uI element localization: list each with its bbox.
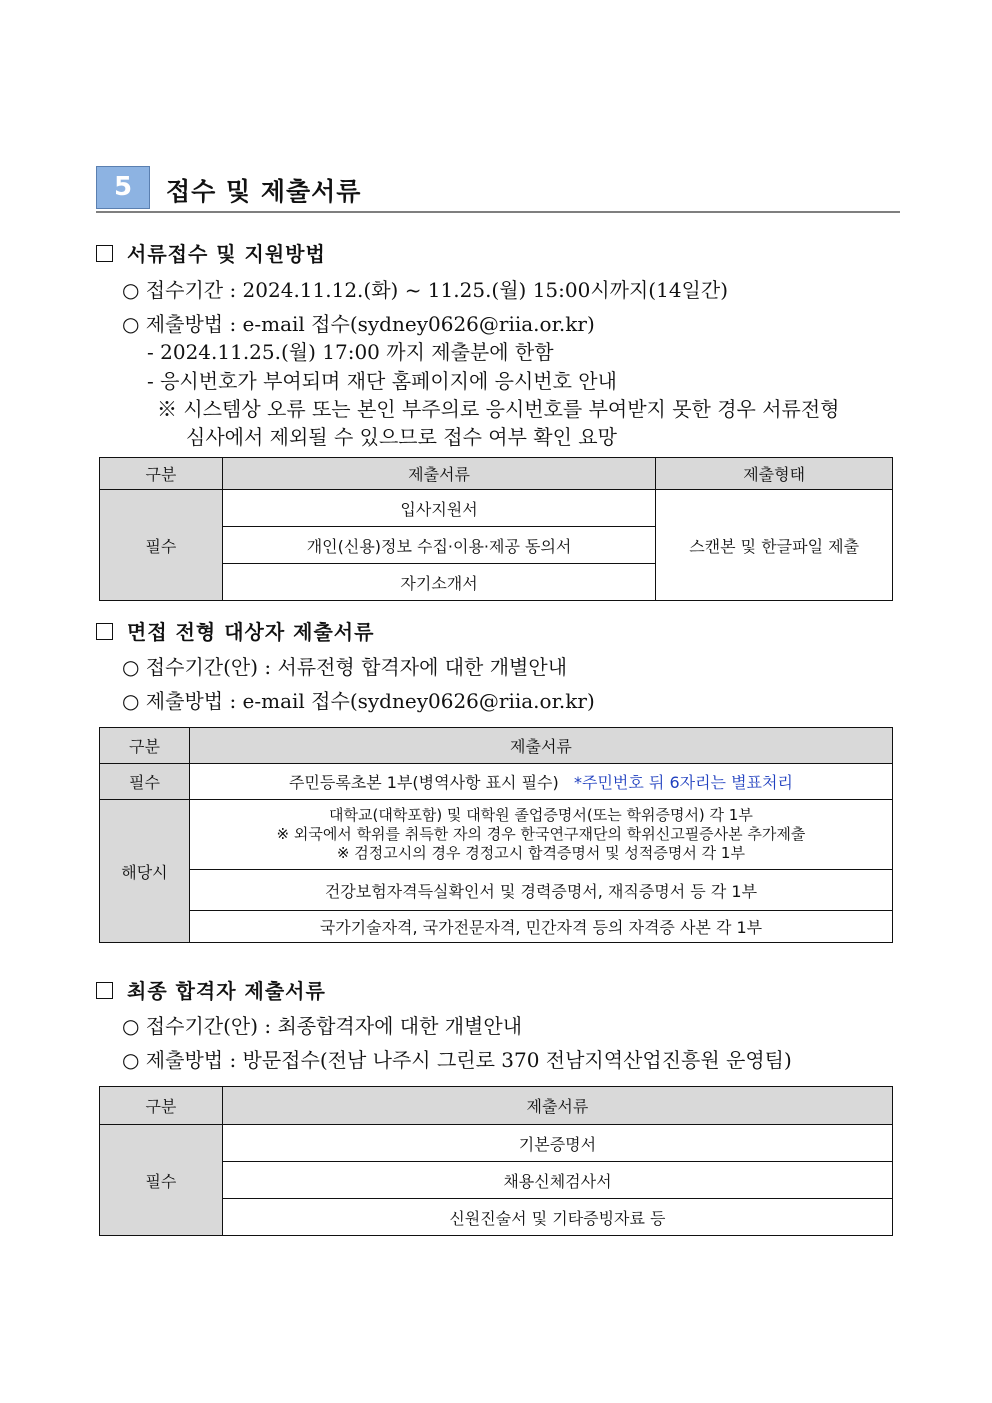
s1-doc: 자기소개서 <box>222 564 655 601</box>
s3-table <box>99 1086 893 1236</box>
s3-th-category: 구분 <box>100 1087 223 1125</box>
checkbox-square-icon <box>96 982 113 999</box>
s2-th-docs: 제출서류 <box>189 728 892 764</box>
s3-doc: 신원진술서 및 기타증빙자료 등 <box>222 1199 892 1236</box>
s2-cond-degree-line1: 대학교(대학포함) 및 대학원 졸업증명서(또는 학위증명서) 각 1부 <box>329 806 753 824</box>
s1-period: ○ 접수기간 : 2024.11.12.(화) ~ 11.25.(월) 15:00시까지(14일간) <box>122 278 728 302</box>
s1-method: ○ 제출방법 : e-mail 접수(sydney0626@riia.or.kr) <box>122 312 595 336</box>
s1-category-required: 필수 <box>100 490 223 601</box>
checkbox-square-icon <box>96 245 113 262</box>
s2-cond-license: 국가기술자격, 국가전문자격, 민간자격 등의 자격증 사본 각 1부 <box>189 911 892 943</box>
s3-period: ○ 접수기간(안) : 최종합격자에 대한 개별안내 <box>122 1014 523 1038</box>
s1-th-docs: 제출서류 <box>222 458 655 490</box>
s3-category-required: 필수 <box>100 1125 223 1236</box>
s2-category-conditional: 해당시 <box>100 800 190 943</box>
s2-heading <box>96 616 374 645</box>
s2-table <box>99 727 893 943</box>
s2-method: ○ 제출방법 : e-mail 접수(sydney0626@riia.or.kr) <box>122 689 595 713</box>
s2-category-required: 필수 <box>100 764 190 800</box>
s2-required-doc-text: 주민등록초본 1부(병역사항 표시 필수) <box>288 773 559 792</box>
s1-form: 스캔본 및 한글파일 제출 <box>656 490 893 601</box>
s1-note1: ※ 시스템상 오류 또는 본인 부주의로 응시번호를 부여받지 못한 경우 서류전형 <box>157 397 840 421</box>
s3-heading <box>96 975 326 1004</box>
s1-dash1: - 2024.11.25.(월) 17:00 까지 제출분에 한함 <box>147 340 554 364</box>
s2-cond-degree-line2: ※ 외국에서 학위를 취득한 자의 경우 한국연구재단의 학위신고필증사본 추가제출 <box>276 825 806 843</box>
s2-cond-degree <box>189 800 892 870</box>
s1-doc: 입사지원서 <box>222 490 655 527</box>
s3-heading-text: 최종 합격자 제출서류 <box>127 979 326 1003</box>
s2-required-doc <box>189 764 892 800</box>
s1-th-category: 구분 <box>100 458 223 490</box>
section-number: 5 <box>96 166 150 209</box>
s2-cond-degree-line3: ※ 검정고시의 경우 경정고시 합격증명서 및 성적증명서 각 1부 <box>336 844 745 862</box>
s3-doc: 기본증명서 <box>222 1125 892 1162</box>
s2-th-category: 구분 <box>100 728 190 764</box>
s1-table <box>99 457 893 601</box>
s1-note2: 심사에서 제외될 수 있으므로 접수 여부 확인 요망 <box>186 425 617 449</box>
s1-dash2: - 응시번호가 부여되며 재단 홈페이지에 응시번호 안내 <box>147 369 617 393</box>
s1-th-form: 제출형태 <box>656 458 893 490</box>
checkbox-square-icon <box>96 623 113 640</box>
section-header <box>96 166 900 213</box>
s2-heading-text: 면접 전형 대상자 제출서류 <box>127 620 375 644</box>
s3-doc: 채용신체검사서 <box>222 1162 892 1199</box>
section-title: 접수 및 제출서류 <box>166 177 362 206</box>
s1-doc: 개인(신용)정보 수집·이용·제공 동의서 <box>222 527 655 564</box>
s1-heading-text: 서류접수 및 지원방법 <box>127 242 326 266</box>
s3-th-docs: 제출서류 <box>222 1087 892 1125</box>
s3-method: ○ 제출방법 : 방문접수(전남 나주시 그린로 370 전남지역산업진흥원 운영팀) <box>122 1048 792 1072</box>
s2-cond-insurance: 건강보험자격득실확인서 및 경력증명서, 재직증명서 등 각 1부 <box>189 870 892 911</box>
s2-period: ○ 접수기간(안) : 서류전형 합격자에 대한 개별안내 <box>122 655 568 679</box>
s2-required-note: *주민번호 뒤 6자리는 별표처리 <box>574 773 793 792</box>
s1-heading <box>96 238 326 267</box>
